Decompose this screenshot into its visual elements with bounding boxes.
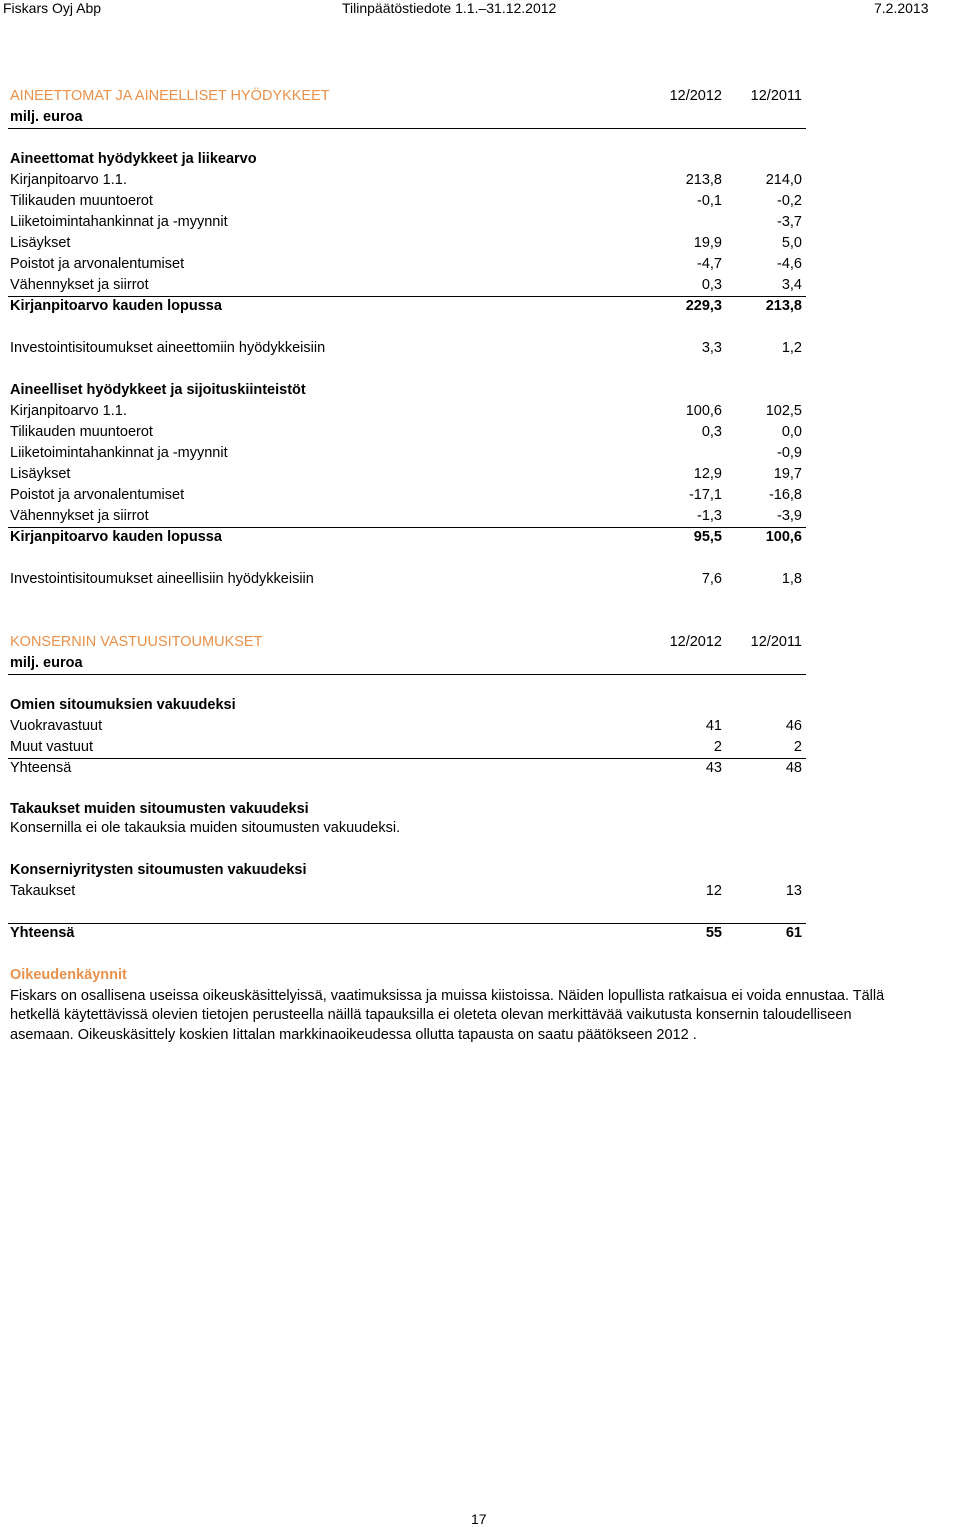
section-title: Oikeudenkäynnit <box>10 967 127 983</box>
total-row: Yhteensä 43 48 <box>10 760 802 776</box>
column-header-2011: 12/2011 <box>750 634 802 650</box>
table-row: Vähennykset ja siirrot -1,3 -3,9 <box>10 508 802 524</box>
unit-label-row <box>10 655 802 675</box>
divider <box>8 923 806 924</box>
group-title-row <box>10 801 802 821</box>
intangibles-heading-row <box>10 88 802 108</box>
total-row: Kirjanpitoarvo kauden lopussa 95,5 100,6 <box>10 529 802 545</box>
table-row: Kirjanpitoarvo 1.1. 100,6 102,5 <box>10 403 802 419</box>
table-row: Poistot ja arvonalentumiset -17,1 -16,8 <box>10 487 802 503</box>
table-row: Tilikauden muuntoerot 0,3 0,0 <box>10 424 802 440</box>
table-row: Vuokravastuut 41 46 <box>10 718 802 734</box>
litigation-paragraph: Fiskars on osallisena useissa oikeuskäsittelyissä, vaatimuksissa ja muissa kiistoissa. Näiden lopullista ratkaisua ei voida ennustaa. Tällä hetkellä käytettävissä olevien tietojen perusteella näillä tapauksilla ei oleteta olevan merkittävää vaikutusta konsernin taloudelliseen asemaan. Oikeuskäsittely koskien Iittalan markkinaoikeudessa ollutta tapausta on saatu päätökseen 2012 . <box>10 988 885 1043</box>
table-row: Lisäykset 19,9 5,0 <box>10 235 802 251</box>
table-row: Muut vastuut 2 2 <box>10 739 802 755</box>
group-title-row <box>10 382 802 402</box>
divider <box>8 527 806 528</box>
group-title-row <box>10 862 802 882</box>
table-row: Kirjanpitoarvo 1.1. 213,8 214,0 <box>10 172 802 188</box>
commitment-row: Investointisitoumukset aineellisiin hyödykkeisiin 7,6 1,8 <box>10 571 802 587</box>
page-number: 17 <box>471 1511 487 1527</box>
group-title: Konserniyritysten sitoumusten vakuudeksi <box>10 862 307 878</box>
total-row: Kirjanpitoarvo kauden lopussa 229,3 213,8 <box>10 298 802 314</box>
note-row <box>10 820 802 840</box>
unit-label: milj. euroa <box>10 655 83 671</box>
divider <box>8 296 806 297</box>
commitments-heading-row <box>10 634 802 654</box>
table-row: Liiketoimintahankinnat ja -myynnit -3,7 <box>10 214 802 230</box>
column-header-2011: 12/2011 <box>750 88 802 104</box>
group-title: Omien sitoumuksien vakuudeksi <box>10 697 236 713</box>
group-title-row <box>10 697 802 717</box>
section-title: AINEETTOMAT JA AINEELLISET HYÖDYKKEET <box>10 88 330 104</box>
divider <box>8 674 806 675</box>
divider <box>8 758 806 759</box>
note-text: Konsernilla ei ole takauksia muiden sitoumusten vakuudeksi. <box>10 820 401 836</box>
group-title-row <box>10 151 802 171</box>
table-row: Lisäykset 12,9 19,7 <box>10 466 802 482</box>
header-report-title: Tilinpäätöstiedote 1.1.–31.12.2012 <box>342 0 557 16</box>
group-title: Aineelliset hyödykkeet ja sijoituskiinteistöt <box>10 382 306 398</box>
unit-label: milj. euroa <box>10 109 83 125</box>
section-title: KONSERNIN VASTUUSITOUMUKSET <box>10 634 263 650</box>
table-row: Poistot ja arvonalentumiset -4,7 -4,6 <box>10 256 802 272</box>
header-company: Fiskars Oyj Abp <box>3 0 102 16</box>
grand-total-row: Yhteensä 55 61 <box>10 925 802 941</box>
column-header-2012: 12/2012 <box>669 88 722 104</box>
unit-label-row <box>10 109 802 129</box>
commitment-row: Investointisitoumukset aineettomiin hyödykkeisiin 3,3 1,2 <box>10 340 802 356</box>
table-row: Takaukset 12 13 <box>10 883 802 899</box>
divider <box>8 128 806 129</box>
group-title: Aineettomat hyödykkeet ja liikearvo <box>10 151 257 167</box>
litigation-heading-row <box>10 967 802 987</box>
header-date: 7.2.2013 <box>874 0 929 16</box>
table-row: Tilikauden muuntoerot -0,1 -0,2 <box>10 193 802 209</box>
table-row: Liiketoimintahankinnat ja -myynnit -0,9 <box>10 445 802 461</box>
column-header-2012: 12/2012 <box>669 634 722 650</box>
group-title: Takaukset muiden sitoumusten vakuudeksi <box>10 801 309 817</box>
table-row: Vähennykset ja siirrot 0,3 3,4 <box>10 277 802 293</box>
